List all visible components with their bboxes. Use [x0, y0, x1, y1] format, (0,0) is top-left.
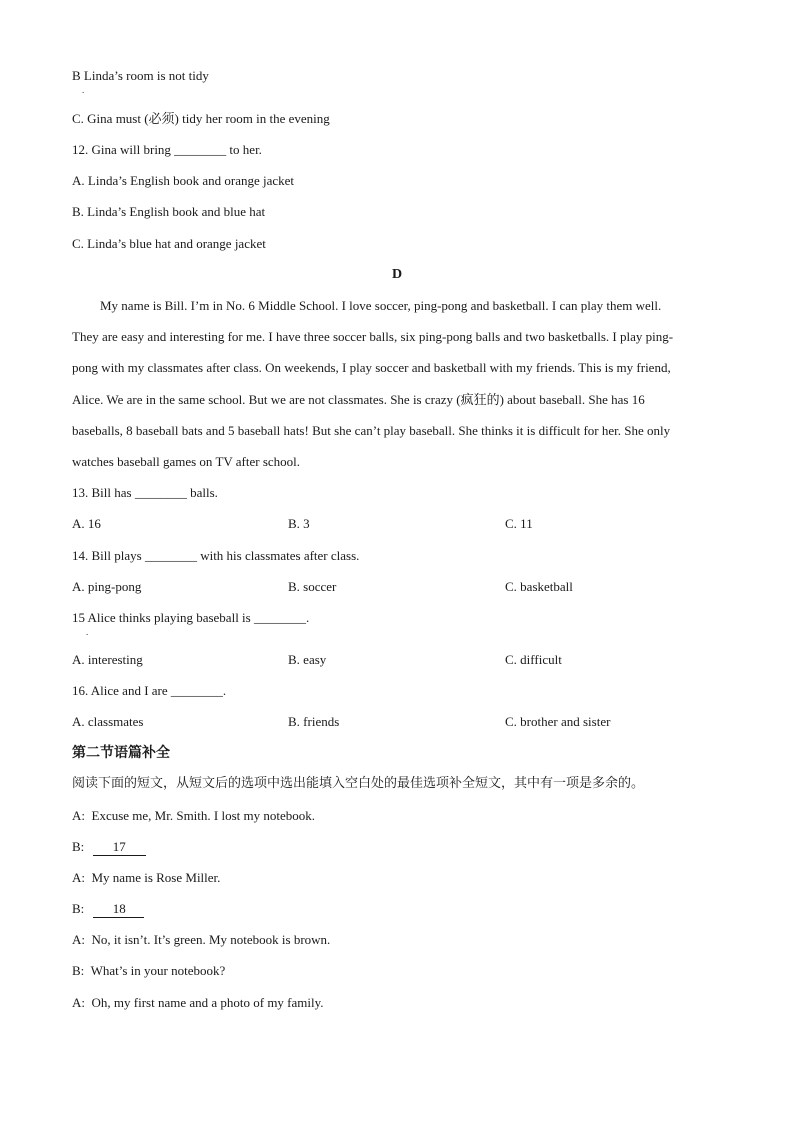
- blank-17[interactable]: [93, 839, 146, 856]
- q15-stem: 15 Alice thinks playing baseball is ________.: [72, 610, 310, 625]
- section-instruction: 阅读下面的短文，从短文后的选项中选出能填入空白处的最佳选项补全短文，其中有一项是多余的。: [72, 776, 645, 791]
- q16-stem: 16. Alice and I are ________.: [72, 683, 227, 698]
- q15-option-c: C. difficult: [505, 652, 562, 667]
- blank-number: 17: [112, 839, 126, 854]
- q12-option-b: B. Linda’s English book and blue hat: [72, 204, 266, 219]
- blank-number: 18: [112, 901, 126, 916]
- passage-line: They are easy and interesting for me. I have three soccer balls, six ping-pong balls and two basketballs. I play ping-: [72, 329, 674, 345]
- q16-option-c: C. brother and sister: [505, 714, 611, 729]
- q15-option-a: A. interesting: [72, 652, 143, 667]
- dialogue-line: [72, 963, 225, 979]
- speaker-label: B:: [72, 963, 85, 978]
- dialogue-text: Excuse me, Mr. Smith. I lost my notebook.: [91, 808, 316, 823]
- dialogue-line: [72, 932, 330, 948]
- q14-option-c: C. basketball: [505, 579, 573, 594]
- passage-d: [72, 290, 722, 477]
- speaker-label: B:: [72, 839, 85, 854]
- q16-option-b: B. friends: [288, 714, 340, 729]
- dialogue-line: [72, 808, 315, 824]
- dialogue-text: No, it isn’t. It’s green. My notebook is brown.: [91, 932, 331, 947]
- q14-option-b: B. soccer: [288, 579, 337, 594]
- passage-line: watches baseball games on TV after school.: [72, 453, 301, 469]
- dialogue-text: What’s in your notebook?: [90, 963, 226, 978]
- q12-option-c: C. Linda’s blue hat and orange jacket: [72, 236, 266, 251]
- speaker-label: A:: [72, 932, 85, 947]
- dialogue-line: [72, 995, 324, 1011]
- passage-heading: D: [391, 267, 403, 282]
- q14-option-a: A. ping-pong: [72, 579, 142, 594]
- passage-line: Alice. We are in the same school. But we are not classmates. She is crazy (疯狂的) about baseball. She has 16: [72, 391, 645, 407]
- dialogue-text: My name is Rose Miller.: [91, 870, 221, 885]
- speaker-label: A:: [72, 870, 85, 885]
- q11-option-b: B Linda’s room is not tidy: [72, 68, 209, 83]
- q11-option-c: C. Gina must (必须) tidy her room in the evening: [72, 111, 330, 126]
- stray-dot: .: [82, 85, 85, 95]
- q15-option-b: B. easy: [288, 652, 327, 667]
- speaker-label: A:: [72, 995, 85, 1010]
- dialogue-text: Oh, my first name and a photo of my family.: [91, 995, 324, 1010]
- q13-stem: 13. Bill has ________ balls.: [72, 485, 218, 500]
- dialogue-line: [72, 839, 146, 856]
- speaker-label: B:: [72, 901, 85, 916]
- q16-option-a: A. classmates: [72, 714, 144, 729]
- q13-option-b: B. 3: [288, 516, 310, 531]
- q13-option-a: A. 16: [72, 516, 101, 531]
- speaker-label: A:: [72, 808, 85, 823]
- section-title: 第二节语篇补全: [72, 745, 170, 761]
- stray-dot: .: [86, 627, 89, 637]
- q13-option-c: C. 11: [505, 516, 533, 531]
- q12-stem: 12. Gina will bring ________ to her.: [72, 142, 262, 157]
- blank-18[interactable]: [93, 901, 144, 918]
- q12-option-a: A. Linda’s English book and orange jacket: [72, 173, 295, 188]
- dialogue-line: [72, 870, 220, 886]
- dialogue-line: [72, 901, 144, 918]
- q14-stem: 14. Bill plays ________ with his classmates after class.: [72, 548, 360, 563]
- passage-line: baseballs, 8 baseball bats and 5 baseball hats! But she can’t play baseball. She thinks it is difficult for her. She only: [72, 422, 671, 438]
- passage-line: pong with my classmates after class. On weekends, I play soccer and basketball with my friends. This is my friend,: [72, 360, 671, 376]
- passage-line: My name is Bill. I’m in No. 6 Middle School. I love soccer, ping-pong and basketball. I can play them well.: [100, 298, 662, 313]
